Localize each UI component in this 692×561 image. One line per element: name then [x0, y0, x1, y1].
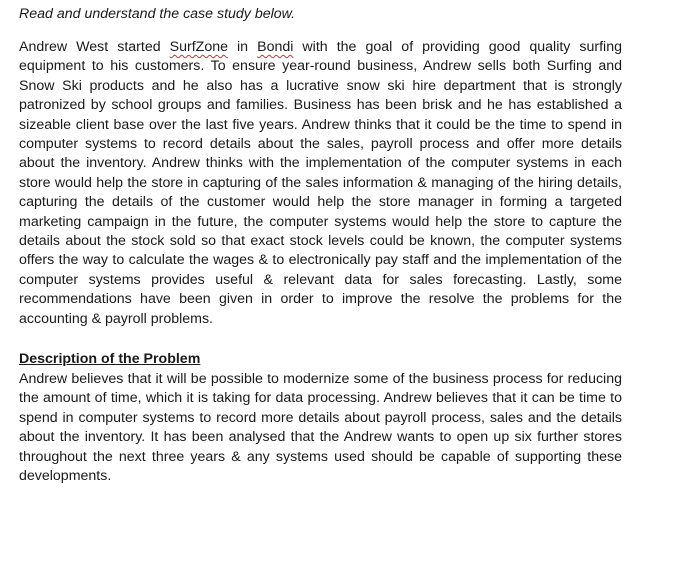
paragraph-rest: with the goal of providing good quality surfing equipment to his customers. To ensure year-round business, Andrew sells both Surfing and Snow Ski products and he also has a lucrative snow ski hire department that is strongly patronized by school groups and families. Business has been brisk and he has established a sizeable client base over the last five years. Andrew thinks that it could be the time to spend in computer systems to record details about the sales, payroll process and offer more details about the inventory. Andrew thinks with the implementation of the computer systems in each store would help the store in capturing of the sales information & managing of the hiring details, capturing the details of the customer would help the store manager in forming a targeted marketing campaign in the future, the computer systems would help the store to capture the details about the stock sold so that exact stock levels could be known, the computer systems offers the way to calculate the wages & to electronically pay staff and the implementation of the computer systems provides useful & relevant data for sales forecasting. Lastly, some recommendations have been given in order to improve the resolve the problems for the accounting & payroll problems. [19, 39, 622, 327]
paragraph-mid: in [228, 39, 258, 55]
paragraph-lead: Andrew West started [19, 39, 170, 55]
problem-heading: Description of the Problem [19, 351, 201, 367]
problem-description-paragraph: Andrew believes that it will be possible to modernize some of the business process for reducing the amount of time, which it is taking for data processing. Andrew believes that it can be time to spend in computer systems to record more details about payroll process, sales and the details about the inventory. It has been analysed that the Andrew wants to open up six further stores throughout the next three years & any systems used should be capable of supporting these developments. [19, 371, 622, 485]
misspelled-word-surfzone: SurfZone [169, 39, 228, 55]
instruction-text: Read and understand the case study below. [19, 6, 296, 22]
case-study-paragraph [19, 38, 622, 329]
misspelled-word-bondi: Bondi [257, 39, 294, 55]
